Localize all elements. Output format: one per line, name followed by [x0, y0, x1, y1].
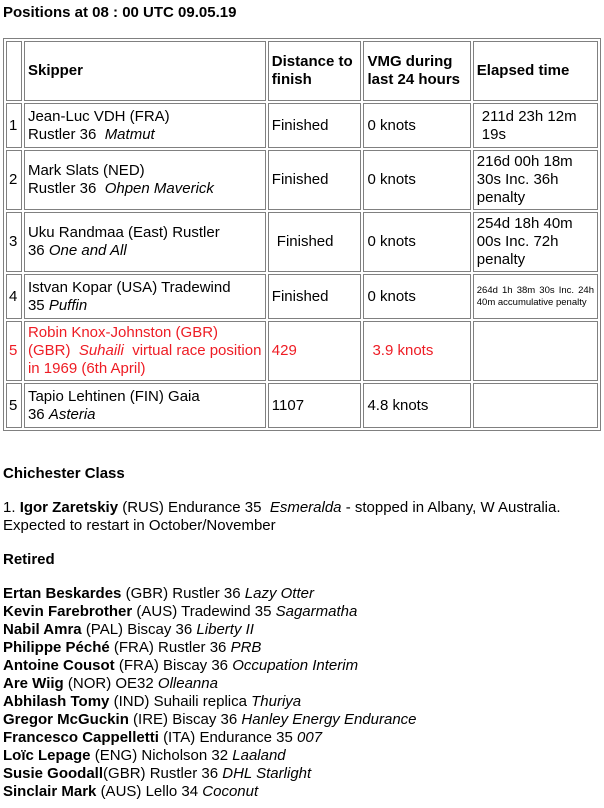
vmg-cell: 0 knots — [363, 103, 470, 148]
position-cell: 4 — [6, 274, 22, 319]
boat-name: Puffin — [48, 296, 88, 314]
distance-cell: 429 — [268, 321, 362, 381]
header-position — [6, 41, 22, 101]
vmg-cell: 3.9 knots — [363, 321, 470, 381]
skipper-cell — [24, 150, 266, 210]
header-vmg: VMG during last 24 hours — [363, 41, 470, 101]
table-row — [6, 383, 598, 428]
boat-class: Rustler 36 — [27, 125, 97, 143]
list-item: Sinclair Mark (AUS) Lello 34 Coconut — [3, 783, 259, 800]
table-row — [6, 150, 598, 210]
list-item: Nabil Amra (PAL) Biscay 36 Liberty II — [3, 621, 254, 638]
elapsed-cell — [473, 321, 598, 381]
list-item: Abhilash Tomy (IND) Suhaili replica Thuriya — [3, 693, 302, 710]
header-distance: Distance to finish — [268, 41, 362, 101]
elapsed-cell: 216d 00h 18m 30s Inc. 36h penalty — [473, 150, 598, 210]
boat-class: 36 — [27, 405, 45, 423]
distance-cell: 1107 — [268, 383, 362, 428]
skipper-name: Uku Randmaa (East) Rustler — [27, 224, 220, 241]
retired-list — [3, 585, 417, 801]
position-cell: 1 — [6, 103, 22, 148]
list-item: Susie Goodall(GBR) Rustler 36 DHL Starlight — [3, 765, 312, 782]
boat-class: (RUS) Endurance 35 — [122, 499, 262, 516]
boat-name: Ohpen Maverick — [104, 180, 214, 197]
list-item: Gregor McGuckin (IRE) Biscay 36 Hanley Energy Endurance — [3, 711, 417, 728]
elapsed-cell — [473, 383, 598, 428]
vmg-cell: 0 knots — [363, 212, 470, 272]
list-item: Antoine Cousot (FRA) Biscay 36 Occupation Interim — [3, 657, 359, 674]
boat-name: Suhaili — [78, 342, 124, 359]
list-item: Francesco Cappelletti (ITA) Endurance 35 007 — [3, 729, 323, 746]
distance-cell: Finished — [268, 274, 362, 319]
boat-class: 35 — [27, 296, 45, 314]
header-skipper: Skipper — [24, 41, 266, 101]
distance-cell: Finished — [268, 212, 362, 272]
table-row — [6, 321, 598, 381]
header-elapsed: Elapsed time — [473, 41, 598, 101]
skipper-name: Istvan Kopar (USA) Tradewind — [27, 278, 231, 296]
skipper-cell — [24, 274, 266, 319]
entry-note: - stopped in Albany, W Australia. Expected to restart in October/November — [3, 499, 561, 534]
skipper-cell — [24, 383, 266, 428]
elapsed-cell: 211d 23h 12m 19s — [473, 103, 598, 148]
skipper-cell: Robin Knox-Johnston (GBR) (GBR) Suhaili virtual race position in 1969 (6th April) — [24, 321, 266, 381]
boat-name: Esmeralda — [269, 499, 342, 516]
retired-title: Retired — [3, 551, 55, 568]
position-cell: 2 — [6, 150, 22, 210]
boat-name: One and All — [48, 242, 127, 259]
boat-class: 36 — [27, 242, 45, 259]
vmg-cell: 4.8 knots — [363, 383, 470, 428]
skipper-cell — [24, 212, 266, 272]
list-item: Are Wiig (NOR) OE32 Olleanna — [3, 675, 218, 692]
elapsed-cell: 264d 1h 38m 30s Inc. 24h 40m accumulative penalty — [473, 274, 598, 319]
skipper-name: Robin Knox-Johnston (GBR) — [27, 324, 219, 341]
distance-cell: Finished — [268, 103, 362, 148]
vmg-cell: 0 knots — [363, 274, 470, 319]
skipper-cell — [24, 103, 266, 148]
position-cell: 5 — [6, 321, 22, 381]
positions-table — [3, 38, 601, 431]
skipper-name: Tapio Lehtinen (FIN) Gaia — [27, 387, 200, 405]
table-row — [6, 274, 598, 319]
entry-number: 1. — [3, 499, 16, 516]
skipper-name: Jean-Luc VDH (FRA) — [27, 107, 170, 125]
table-row — [6, 103, 598, 148]
list-item: Ertan Beskardes (GBR) Rustler 36 Lazy Otter — [3, 585, 314, 602]
position-cell: 3 — [6, 212, 22, 272]
chichester-entry — [3, 499, 601, 535]
table-row — [6, 212, 598, 272]
page-title: Positions at 08 : 00 UTC 09.05.19 — [3, 4, 237, 21]
chichester-title: Chichester Class — [3, 465, 125, 482]
table-header-row — [6, 41, 598, 101]
vmg-cell: 0 knots — [363, 150, 470, 210]
boat-name: Matmut — [104, 125, 155, 143]
elapsed-cell: 254d 18h 40m 00s Inc. 72h penalty — [473, 212, 598, 272]
list-item: Philippe Péché (FRA) Rustler 36 PRB — [3, 639, 262, 656]
skipper-name: Mark Slats (NED) — [27, 162, 145, 179]
position-cell: 5 — [6, 383, 22, 428]
distance-cell: Finished — [268, 150, 362, 210]
race-note: virtual race position in 1969 (6th April) — [27, 342, 262, 377]
list-item: Loïc Lepage (ENG) Nicholson 32 Laaland — [3, 747, 286, 764]
boat-class: Rustler 36 — [27, 180, 97, 197]
boat-name: Asteria — [48, 405, 96, 423]
skipper-name: Igor Zaretskiy — [19, 499, 119, 516]
list-item: Kevin Farebrother (AUS) Tradewind 35 Sagarmatha — [3, 603, 358, 620]
